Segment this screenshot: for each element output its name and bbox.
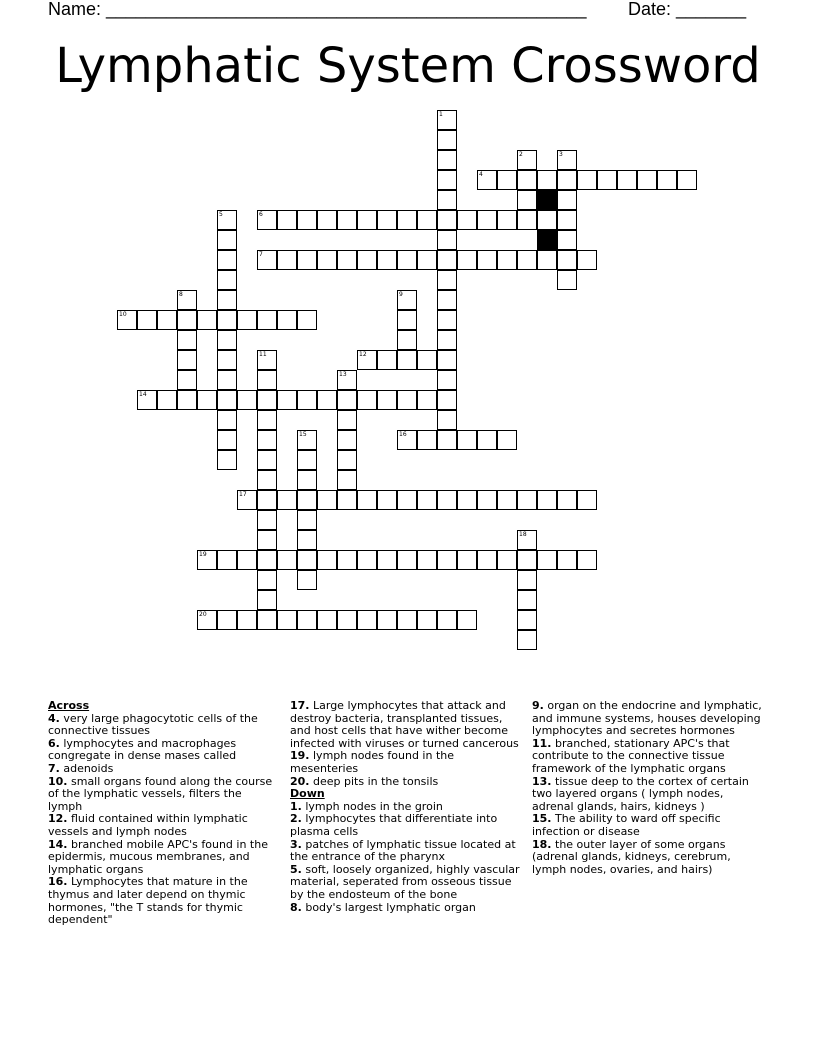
grid-cell[interactable] [637,170,657,190]
grid-cell[interactable] [257,570,277,590]
grid-cell[interactable] [317,610,337,630]
grid-cell[interactable] [237,610,257,630]
down-heading: Down [290,787,325,801]
grid-cell[interactable] [537,170,557,190]
grid-cell[interactable] [337,450,357,470]
grid-cell[interactable] [277,210,297,230]
grid-cell[interactable] [397,430,417,450]
grid-cell[interactable] [217,270,237,290]
grid-cell[interactable] [437,170,457,190]
grid-cell[interactable] [217,610,237,630]
grid-cell[interactable] [217,410,237,430]
grid-cell[interactable] [217,390,237,410]
grid-cell[interactable] [437,150,457,170]
clues-column-3 [532,700,762,876]
grid-cell[interactable] [437,430,457,450]
grid-cell[interactable] [217,450,237,470]
grid-cell[interactable] [577,170,597,190]
grid-cell[interactable] [457,250,477,270]
grid-cell[interactable] [377,490,397,510]
grid-cell[interactable] [417,250,437,270]
grid-cell[interactable] [437,290,457,310]
grid-cell[interactable] [357,250,377,270]
grid-cell[interactable] [397,350,417,370]
grid-cell[interactable] [377,350,397,370]
grid-cell[interactable] [257,530,277,550]
grid-cell[interactable] [557,550,577,570]
cell-number: 7 [259,251,263,258]
grid-cell[interactable] [137,310,157,330]
grid-cell[interactable] [577,250,597,270]
grid-cell[interactable] [297,490,317,510]
cell-number: 3 [559,151,563,158]
grid-cell[interactable] [257,350,277,370]
clue-down-3: 3. patches of lymphatic tissue located at the entrance of the pharynx [290,837,516,864]
grid-cell[interactable] [277,550,297,570]
grid-cell[interactable] [437,130,457,150]
grid-cell[interactable] [497,250,517,270]
grid-cell[interactable] [337,430,357,450]
grid-cell[interactable] [437,330,457,350]
grid-cell[interactable] [157,310,177,330]
grid-cell[interactable] [437,210,457,230]
clues-column-2 [290,700,520,914]
grid-cell[interactable] [237,310,257,330]
grid-cell[interactable] [257,610,277,630]
grid-cell[interactable] [457,430,477,450]
grid-cell[interactable] [417,210,437,230]
grid-cell[interactable] [357,550,377,570]
grid-cell[interactable] [437,550,457,570]
grid-cell[interactable] [517,210,537,230]
cell-number: 4 [479,171,483,178]
grid-cell[interactable] [437,610,457,630]
clue-across-6: 6. lymphocytes and macrophages congregate in dense mases called [48,736,237,763]
grid-cell[interactable] [237,490,257,510]
clue-across-20: 20. deep pits in the tonsils [290,774,439,788]
grid-cell[interactable] [437,250,457,270]
grid-cell[interactable] [517,250,537,270]
grid-cell[interactable] [497,490,517,510]
grid-cell[interactable] [297,610,317,630]
grid-cell[interactable] [297,470,317,490]
grid-cell[interactable] [317,210,337,230]
grid-cell[interactable] [477,250,497,270]
grid-cell[interactable] [457,490,477,510]
cell-number: 12 [359,351,367,358]
grid-cell[interactable] [297,310,317,330]
grid-cell[interactable] [457,210,477,230]
grid-cell[interactable] [217,550,237,570]
grid-cell[interactable] [217,310,237,330]
grid-cell[interactable] [417,490,437,510]
grid-cell[interactable] [497,430,517,450]
clue-down-2: 2. lymphocytes that differentiate into plasma cells [290,812,498,838]
cell-number: 20 [199,611,207,618]
cell-number: 6 [259,211,263,218]
cell-number: 16 [399,431,407,438]
grid-cell[interactable] [217,330,237,350]
grid-cell[interactable] [557,250,577,270]
across-heading: Across [48,699,90,712]
grid-cell[interactable] [297,530,317,550]
grid-cell[interactable] [177,290,197,310]
grid-cell[interactable] [397,290,417,310]
cell-number: 13 [339,371,347,378]
grid-cell[interactable] [397,610,417,630]
clue-across-4: 4. very large phagocytotic cells of the connective tissues [48,711,258,738]
grid-cell[interactable] [437,410,457,430]
grid-cell[interactable] [597,170,617,190]
date-field[interactable]: Date: _______ [628,0,747,19]
grid-cell[interactable] [557,270,577,290]
grid-cell[interactable] [477,170,497,190]
grid-cell[interactable] [277,610,297,630]
grid-cell[interactable] [257,450,277,470]
cell-number: 5 [219,211,223,218]
grid-cell[interactable] [217,370,237,390]
grid-cell[interactable] [517,150,537,170]
grid-cell[interactable] [437,390,457,410]
grid-cell[interactable] [557,190,577,210]
grid-cell[interactable] [217,210,237,230]
grid-cell[interactable] [617,170,637,190]
grid-cell[interactable] [357,390,377,410]
grid-cell[interactable] [217,290,237,310]
grid-cell[interactable] [277,490,297,510]
grid-cell[interactable] [397,210,417,230]
clue-across-17: 17. Large lymphocytes that attack and destroy bacteria, transplanted tissues, and host cells that have wither become infected with viruses or turned cancerous [290,699,519,750]
grid-cell[interactable] [257,370,277,390]
grid-cell[interactable] [237,390,257,410]
grid-cell[interactable] [437,190,457,210]
grid-cell[interactable] [177,390,197,410]
cell-number: 10 [119,311,127,318]
grid-cell[interactable] [377,390,397,410]
grid-cell[interactable] [277,250,297,270]
grid-cell[interactable] [497,210,517,230]
grid-cell[interactable] [457,550,477,570]
grid-cell[interactable] [257,210,277,230]
grid-cell[interactable] [297,570,317,590]
grid-cell[interactable] [297,430,317,450]
grid-cell[interactable] [397,390,417,410]
grid-cell[interactable] [437,310,457,330]
grid-cell[interactable] [337,550,357,570]
grid-cell[interactable] [297,450,317,470]
clue-across-7: 7. adenoids [48,761,114,775]
grid-cell[interactable] [557,150,577,170]
grid-cell[interactable] [157,390,177,410]
grid-cell[interactable] [337,210,357,230]
clue-down-18: 18. the outer layer of some organs (adrenal glands, kidneys, cerebrum, lymph nodes, ovaries, and hairs) [532,837,731,876]
grid-cell[interactable] [337,410,357,430]
clues-column-1 [48,700,278,927]
cell-number: 9 [399,291,403,298]
grid-cell[interactable] [177,310,197,330]
cell-number: 17 [239,491,247,498]
grid-cell[interactable] [417,610,437,630]
grid-cell[interactable] [477,430,497,450]
grid-cell[interactable] [377,210,397,230]
cell-number: 19 [199,551,207,558]
grid-cell[interactable] [477,550,497,570]
grid-cell[interactable] [377,610,397,630]
grid-cell[interactable] [257,430,277,450]
grid-cell[interactable] [257,590,277,610]
grid-cell[interactable] [437,230,457,250]
clue-down-11: 11. branched, stationary APC's that contribute to the connective tissue framework of the lymphatic organs [532,736,730,775]
grid-cell[interactable] [337,490,357,510]
grid-cell[interactable] [477,210,497,230]
grid-cell[interactable] [557,210,577,230]
clue-down-9: 9. organ on the endocrine and lymphatic, and immune systems, houses developing lymphocytes and secretes hormones [532,699,762,738]
grid-cell[interactable] [677,170,697,190]
grid-cell[interactable] [457,610,477,630]
grid-cell[interactable] [357,350,377,370]
grid-cell[interactable] [577,550,597,570]
grid-cell[interactable] [257,310,277,330]
grid-cell[interactable] [297,550,317,570]
grid-cell[interactable] [517,170,537,190]
clue-across-19: 19. lymph nodes found in the mesenteries [290,749,455,775]
grid-cell[interactable] [297,210,317,230]
grid-cell[interactable] [297,510,317,530]
cell-number: 2 [519,151,523,158]
grid-cell[interactable] [277,390,297,410]
grid-cell[interactable] [417,350,437,370]
grid-cell[interactable] [577,490,597,510]
grid-cell[interactable] [517,570,537,590]
grid-cell[interactable] [437,350,457,370]
black-cell [537,230,557,250]
grid-cell[interactable] [437,490,457,510]
clue-across-12: 12. fluid contained within lymphatic vessels and lymph nodes [48,812,248,838]
clue-down-5: 5. soft, loosely organized, highly vascular material, seperated from osseous tissue by the endosteum of the bone [290,862,520,901]
grid-cell[interactable] [437,110,457,130]
clue-across-10: 10. small organs found along the course of the lymphatic vessels, filters the lymph [48,774,273,813]
grid-cell[interactable] [257,390,277,410]
grid-cell[interactable] [557,490,577,510]
grid-cell[interactable] [417,390,437,410]
grid-cell[interactable] [397,310,417,330]
clue-across-14: 14. branched mobile APC's found in the epidermis, mucous membranes, and lymphatic organs [48,837,268,876]
grid-cell[interactable] [397,330,417,350]
grid-cell[interactable] [217,430,237,450]
grid-cell[interactable] [417,550,437,570]
grid-cell[interactable] [177,330,197,350]
grid-cell[interactable] [257,510,277,530]
grid-cell[interactable] [437,270,457,290]
grid-cell[interactable] [437,370,457,390]
clue-down-15: 15. The ability to ward off specific infection or disease [532,812,721,838]
grid-cell[interactable] [557,230,577,250]
clue-down-13: 13. tissue deep to the cortex of certain two layered organs ( lymph nodes, adrenal glands, hairs, kidneys ) [532,774,749,813]
clue-down-8: 8. body's largest lymphatic organ [290,900,476,914]
grid-cell[interactable] [517,490,537,510]
grid-cell[interactable] [257,250,277,270]
page-title: Lymphatic System Crossword [55,38,761,94]
grid-cell[interactable] [137,390,157,410]
grid-cell[interactable] [217,350,237,370]
grid-cell[interactable] [317,390,337,410]
grid-cell[interactable] [417,430,437,450]
grid-cell[interactable] [257,410,277,430]
grid-cell[interactable] [317,550,337,570]
grid-cell[interactable] [397,550,417,570]
grid-cell[interactable] [537,250,557,270]
clue-down-1: 1. lymph nodes in the groin [290,799,443,813]
grid-cell[interactable] [537,210,557,230]
grid-cell[interactable] [257,470,277,490]
grid-cell[interactable] [297,250,317,270]
grid-cell[interactable] [197,390,217,410]
grid-cell[interactable] [477,490,497,510]
grid-cell[interactable] [257,550,277,570]
grid-cell[interactable] [517,550,537,570]
grid-cell[interactable] [337,370,357,390]
grid-cell[interactable] [237,550,257,570]
cell-number: 14 [139,391,147,398]
cell-number: 1 [439,111,443,118]
grid-cell[interactable] [537,550,557,570]
clue-across-16: 16. Lymphocytes that mature in the thymus and later depend on thymic hormones, "the T stands for thymic dependent" [48,875,248,927]
grid-cell[interactable] [537,490,557,510]
grid-cell[interactable] [397,490,417,510]
grid-cell[interactable] [197,310,217,330]
grid-cell[interactable] [317,490,337,510]
grid-cell[interactable] [517,610,537,630]
grid-cell[interactable] [377,550,397,570]
grid-cell[interactable] [197,610,217,630]
grid-cell[interactable] [357,610,377,630]
grid-cell[interactable] [517,530,537,550]
grid-cell[interactable] [517,590,537,610]
grid-cell[interactable] [397,250,417,270]
grid-cell[interactable] [317,250,337,270]
grid-cell[interactable] [517,630,537,650]
grid-cell[interactable] [337,390,357,410]
grid-cell[interactable] [177,370,197,390]
grid-cell[interactable] [357,210,377,230]
grid-cell[interactable] [297,390,317,410]
grid-cell[interactable] [337,470,357,490]
grid-cell[interactable] [277,310,297,330]
grid-cell[interactable] [217,250,237,270]
name-field[interactable]: Name: ________________________________________________ [48,0,587,19]
grid-cell[interactable] [117,310,137,330]
cell-number: 15 [299,431,307,438]
black-cell [537,190,557,210]
grid-cell[interactable] [517,190,537,210]
grid-cell[interactable] [337,250,357,270]
grid-cell[interactable] [197,550,217,570]
cell-number: 8 [179,291,183,298]
cell-number: 11 [259,351,267,358]
grid-cell[interactable] [257,490,277,510]
cell-number: 18 [519,531,527,538]
grid-cell[interactable] [497,170,517,190]
grid-cell[interactable] [377,250,397,270]
grid-cell[interactable] [177,350,197,370]
grid-cell[interactable] [217,230,237,250]
grid-cell[interactable] [657,170,677,190]
grid-cell[interactable] [337,610,357,630]
grid-cell[interactable] [497,550,517,570]
grid-cell[interactable] [557,170,577,190]
grid-cell[interactable] [357,490,377,510]
